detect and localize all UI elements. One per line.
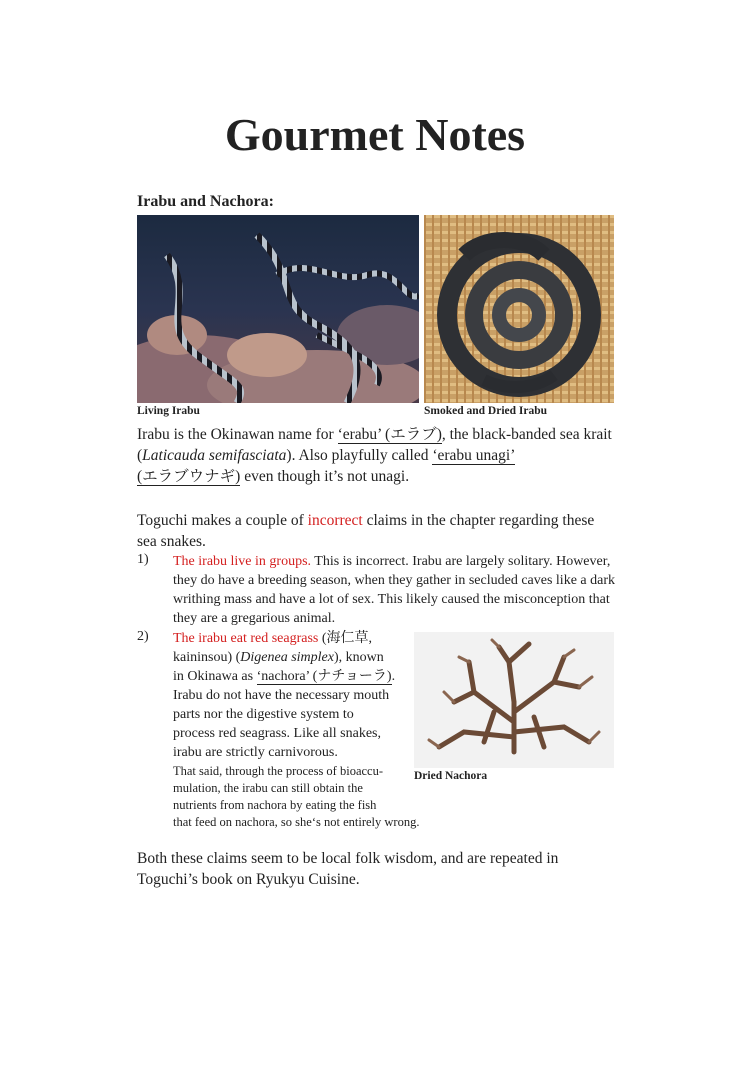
living-irabu-caption: Living Irabu: [137, 405, 200, 417]
incorrect-highlight: incorrect: [307, 512, 363, 529]
item-2-text: The irabu eat red seagrass (海仁草, kaininsou) (Digenea simplex), known in Okinawa as ‘nachora’ (ナチョーラ). Irabu do not have the necessary mouth parts nor the digestive system to process red seagrass. Like all snakes, irabu are strictly carnivorous.: [173, 631, 396, 760]
erabu-link[interactable]: ‘erabu’ (エラブ): [337, 426, 442, 443]
smoked-irabu-photo: [424, 215, 614, 403]
conclusion-paragraph: Both these claims seem to be local folk wisdom, and are repeated in Toguchi’s book on Ryukyu Cuisine.: [137, 850, 559, 888]
item-1-text: The irabu live in groups. This is incorrect. Irabu are largely solitary. However, they do have a breeding season, when they gather in secluded caves like a dark writhing mass and have a lot of sex. This likely caused the misconception that they are a gregarious animal.: [173, 554, 615, 626]
item-2-number: 2): [137, 629, 149, 644]
intro-paragraph: Irabu is the Okinawan name for ‘erabu’ (エラブ), the black-banded sea krait (Laticauda semifasciata). Also playfully called ‘erabu unagi’ (エラブウナギ) even though it’s not unagi.: [137, 426, 612, 485]
erabu-unagi-link[interactable]: ‘erabu unagi’: [432, 447, 516, 464]
claims-intro: Toguchi makes a couple of incorrect claims in the chapter regarding these sea snakes.: [137, 512, 595, 550]
nachora-link[interactable]: ‘nachora’ (ナチョーラ): [256, 669, 392, 684]
dried-nachora-caption: Dried Nachora: [414, 770, 488, 782]
item-1-number: 1): [137, 552, 149, 567]
living-irabu-photo: [137, 215, 419, 403]
dried-nachora-photo: [414, 632, 614, 768]
page-title: Gourmet Notes: [224, 109, 526, 160]
section-heading: Irabu and Nachora:: [137, 193, 274, 210]
smoked-irabu-caption: Smoked and Dried Irabu: [424, 405, 548, 417]
erabu-unagi-kana-link[interactable]: (エラブウナギ): [137, 468, 241, 485]
item-2-note: That said, through the process of bioaccu- mulation, the irabu can still obtain the nutrients from nachora by eating the fish that feed on nachora, so she‘s not entirely wrong.: [173, 764, 420, 829]
